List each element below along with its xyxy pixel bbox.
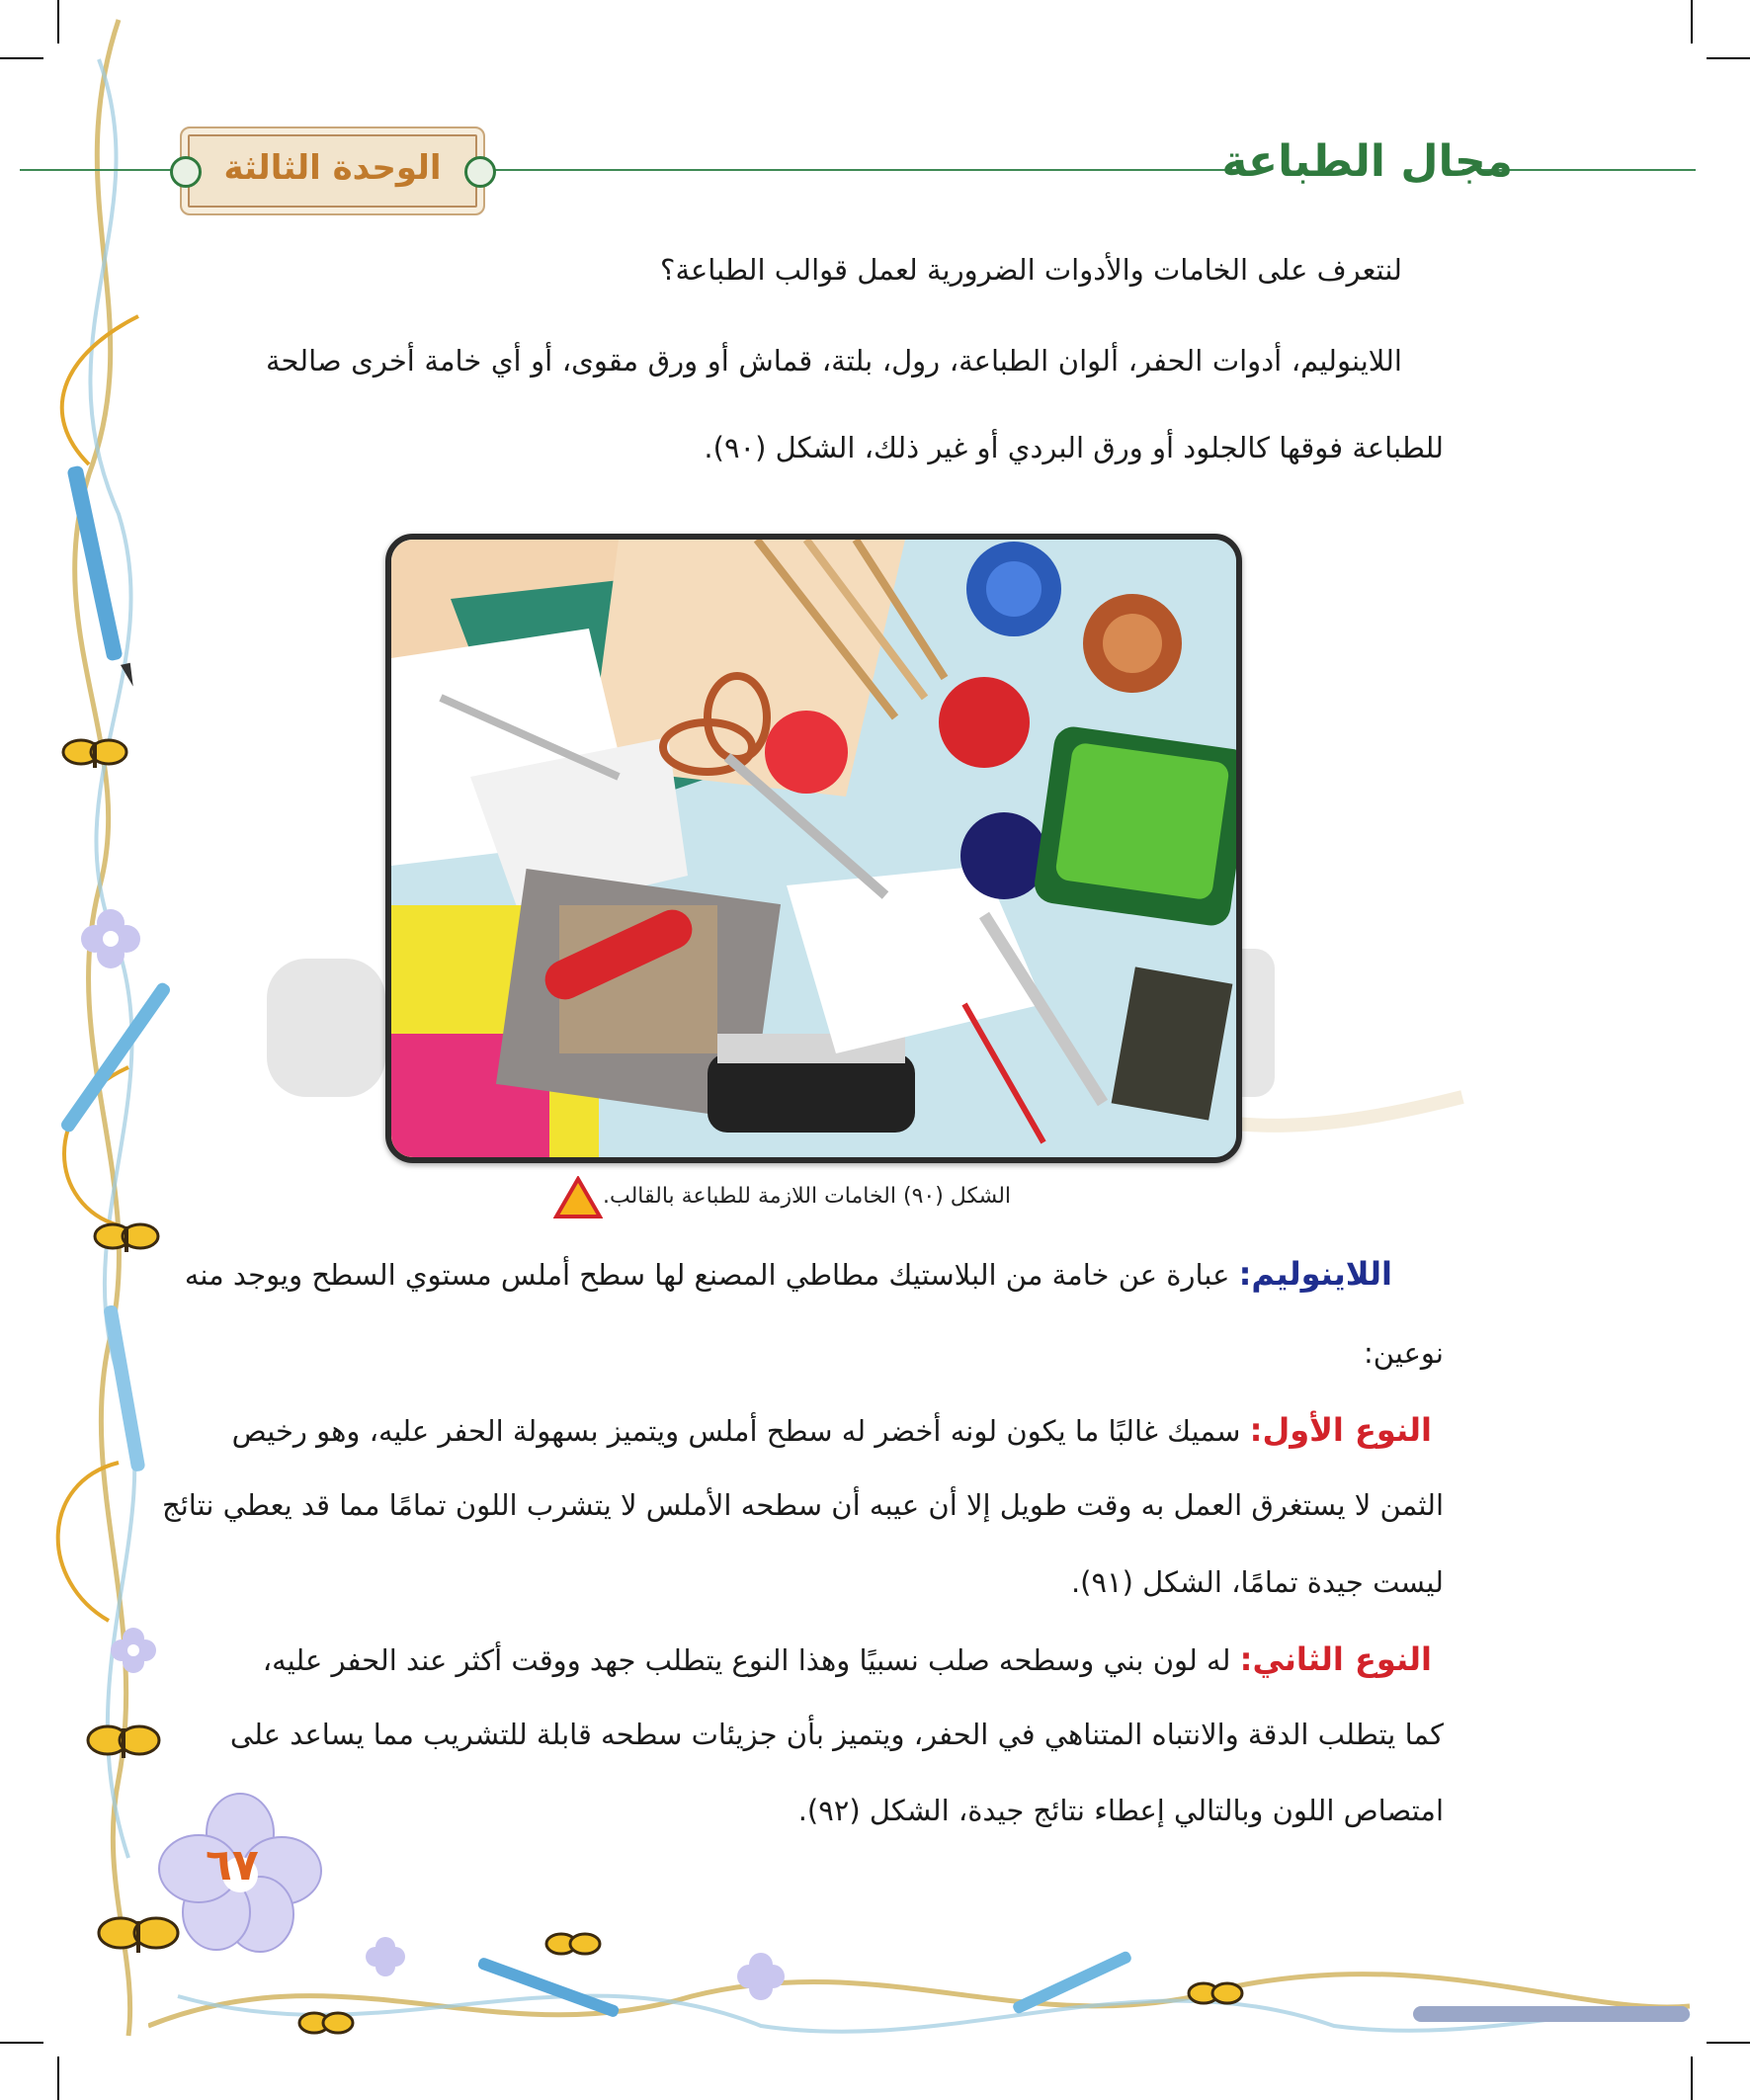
materials-illustration: [391, 540, 1236, 1157]
crop-mark: [1691, 0, 1693, 43]
header-rule-left: [20, 169, 178, 171]
decorative-border: [0, 0, 198, 2100]
flower-icon: [366, 1937, 405, 1976]
linoleum-text-1: عبارة عن خامة من البلاستيك مطاطي المصنع لها سطح أملس مستوي السطح ويوجد منه: [184, 1258, 1230, 1292]
pen-icon: [59, 980, 173, 1134]
section-title: مجال الطباعة: [1221, 136, 1513, 187]
type1-term: النوع الأول:: [1249, 1411, 1432, 1449]
materials-line-2: للطباعة فوقها كالجلود أو ورق البردي أو غير ذلك، الشكل (٩٠).: [704, 431, 1444, 464]
materials-line-1: اللاينوليم، أدوات الحفر، ألوان الطباعة، رول، بلتة، قماش أو ورق مقوى، أو أي خامة أخرى صالحة: [266, 344, 1402, 378]
type1-line-3: ليست جيدة تمامًا، الشكل (٩١).: [1070, 1565, 1444, 1599]
type2-line-1: [262, 1640, 1432, 1678]
intro-question: لنتعرف على الخامات والأدوات الضرورية لعمل قوالب الطباعة؟: [660, 253, 1402, 287]
header-rule-middle: [489, 169, 1240, 171]
type2-text-1: له لون بني وسطحه صلب نسبيًا وهذا النوع يتطلب جهد ووقت أكثر عند الحفر عليه،: [262, 1643, 1231, 1677]
badge-ornament: [464, 156, 496, 188]
butterfly-icon: [1189, 1983, 1242, 2003]
butterfly-icon: [299, 2013, 353, 2033]
type2-line-2: كما يتطلب الدقة والانتباه المتناهي في الحفر، ويتميز بأن جزيئات سطحه قابلة للتشريب مما يساعد على: [229, 1718, 1444, 1751]
warning-triangle-icon: [553, 1176, 603, 1219]
type1-line-2: الثمن لا يستغرق العمل به وقت طويل إلا أن عيبه أن سطحه الأملس لا يتشرب اللون تمامًا مما قد يعطي نتائج: [162, 1488, 1444, 1522]
unit-label: الوحدة الثالثة: [223, 148, 442, 188]
bottom-decorative-border: [148, 1907, 1729, 2065]
butterfly-icon: [95, 1224, 158, 1252]
butterfly-icon: [88, 1726, 159, 1758]
flower-icon: [737, 1953, 785, 2000]
linoleum-definition-line-1: [184, 1255, 1392, 1293]
unit-badge: [180, 126, 485, 215]
pen-icon: [103, 1304, 145, 1472]
pen-icon: [476, 1957, 620, 2019]
badge-ornament: [170, 156, 202, 188]
pen-icon: [1413, 2006, 1690, 2022]
flower-icon: [111, 1628, 156, 1673]
linoleum-term: اللاينوليم:: [1238, 1255, 1392, 1293]
page-number: ٦٧: [206, 1840, 259, 1890]
butterfly-icon: [63, 740, 126, 768]
figure-printing-materials: [385, 534, 1242, 1163]
type1-line-1: [231, 1411, 1432, 1449]
figure-caption: الشكل (٩٠) الخامات اللازمة للطباعة بالقالب.: [603, 1184, 1012, 1209]
linoleum-definition-line-2: نوعين:: [1364, 1336, 1444, 1370]
type2-line-3: امتصاص اللون وبالتالي إعطاء نتائج جيدة، الشكل (٩٢).: [797, 1794, 1444, 1827]
butterfly-icon: [546, 1934, 600, 1954]
type1-text-1: سميك غالبًا ما يكون لونه أخضر له سطح أملس ويتميز بسهولة الحفر عليه، وهو رخيص: [231, 1414, 1241, 1448]
crop-mark: [1707, 57, 1750, 59]
type2-term: النوع الثاني:: [1239, 1640, 1432, 1678]
